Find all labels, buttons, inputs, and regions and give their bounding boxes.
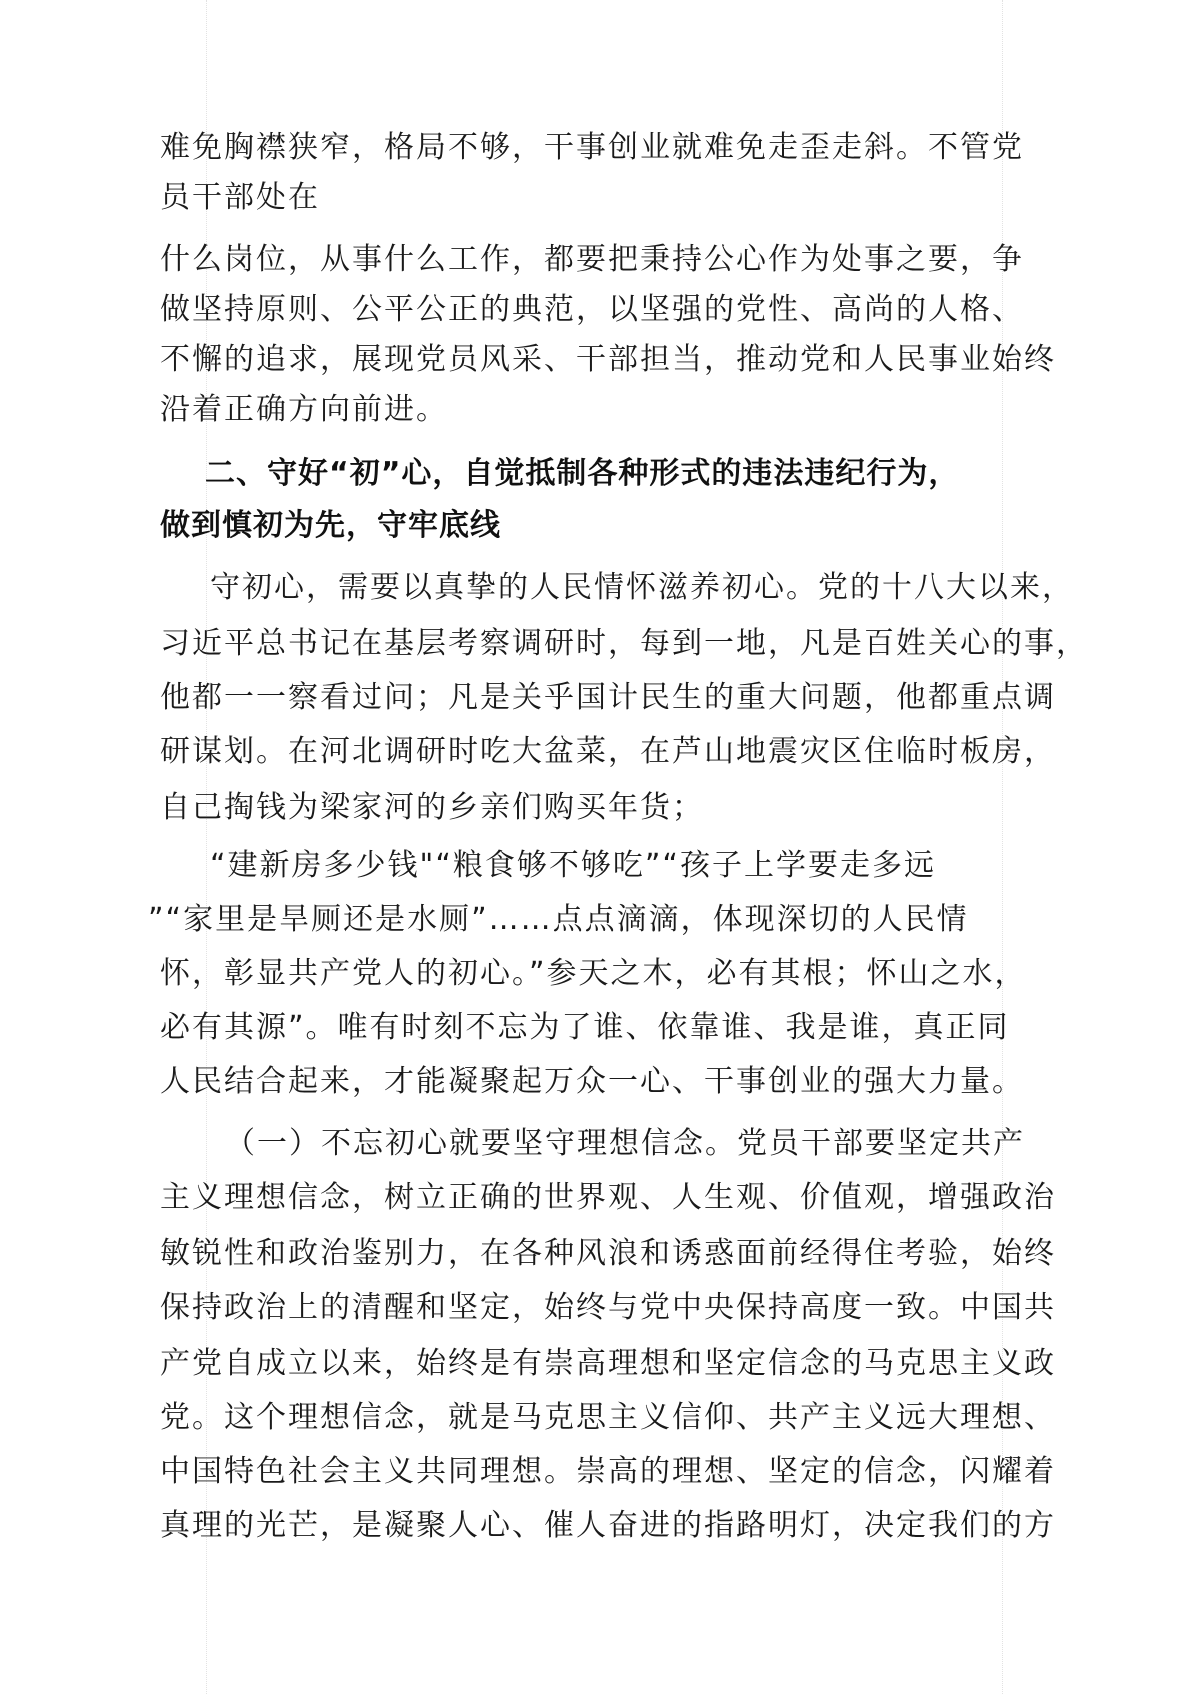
text-line-14: 怀，彰显共产党人的初心。”参天之木，必有其根；怀山之水， bbox=[160, 956, 1027, 991]
text-line-22: 党。这个理想信念，就是马克思主义信仰、共产主义远大理想、 bbox=[160, 1400, 1056, 1435]
text-line-11: 自己掏钱为梁家河的乡亲们购买年货； bbox=[160, 790, 704, 825]
text-line-4: 做坚持原则、公平公正的典范，以坚强的党性、高尚的人格、 bbox=[160, 292, 1024, 327]
text-line-6: 沿着正确方向前进。 bbox=[160, 392, 448, 427]
text-line-16: 人民结合起来，才能凝聚起万众一心、干事创业的强大力量。 bbox=[160, 1064, 1024, 1099]
text-line-18: 主义理想信念，树立正确的世界观、人生观、价值观，增强政治 bbox=[160, 1180, 1056, 1215]
text-line-17: （一）不忘初心就要坚守理想信念。党员干部要坚定共产 bbox=[225, 1126, 1025, 1161]
text-line-8: 习近平总书记在基层考察调研时，每到一地，凡是百姓关心的事， bbox=[160, 626, 1088, 661]
text-line-13: ”“家里是旱厕还是水厕”……点点滴滴，体现深切的人民情 bbox=[148, 902, 969, 937]
text-line-21: 产党自成立以来，始终是有崇高理想和坚定信念的马克思主义政 bbox=[160, 1346, 1056, 1381]
text-line-20: 保持政治上的清醒和坚定，始终与党中央保持高度一致。中国共 bbox=[160, 1290, 1056, 1325]
text-line-5: 不懈的追求，展现党员风采、干部担当，推动党和人民事业始终 bbox=[160, 342, 1056, 377]
text-line-2: 员干部处在 bbox=[160, 180, 320, 215]
text-line-24: 真理的光芒，是凝聚人心、催人奋进的指路明灯，决定我们的方 bbox=[160, 1508, 1056, 1543]
text-line-7: 守初心，需要以真挚的人民情怀滋养初心。党的十八大以来， bbox=[210, 570, 1074, 605]
text-line-9: 他都一一察看过问；凡是关乎国计民生的重大问题，他都重点调 bbox=[160, 680, 1056, 715]
text-line-3: 什么岗位，从事什么工作，都要把秉持公心作为处事之要，争 bbox=[160, 242, 1024, 277]
text-line-15: 必有其源”。唯有时刻不忘为了谁、依靠谁、我是谁，真正同 bbox=[160, 1010, 1010, 1045]
section-heading-line-2: 做到慎初为先，守牢底线 bbox=[160, 508, 501, 543]
text-line-23: 中国特色社会主义共同理想。崇高的理想、坚定的信念，闪耀着 bbox=[160, 1454, 1056, 1489]
text-line-10: 研谋划。在河北调研时吃大盆菜，在芦山地震灾区住临时板房， bbox=[160, 734, 1056, 769]
text-line-19: 敏锐性和政治鉴别力，在各种风浪和诱惑面前经得住考验，始终 bbox=[160, 1236, 1056, 1271]
text-line-12: “建新房多少钱"“粮食够不够吃”“孩子上学要走多远 bbox=[210, 848, 936, 883]
section-heading-line-1: 二、守好“初”心，自觉抵制各种形式的违法违纪行为， bbox=[205, 456, 960, 491]
text-line-1: 难免胸襟狭窄，格局不够，干事创业就难免走歪走斜。不管党 bbox=[160, 130, 1024, 165]
